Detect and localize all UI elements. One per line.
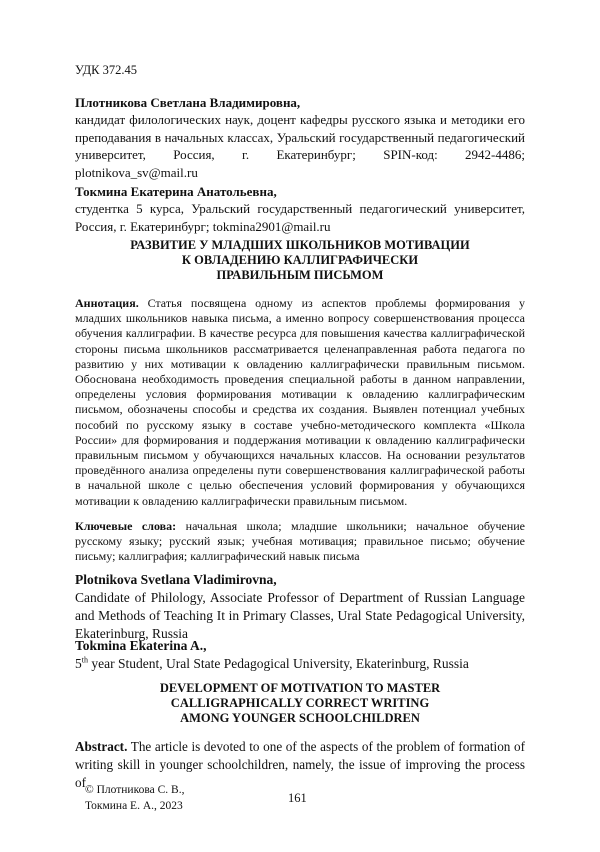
keywords-label: Ключевые слова: bbox=[75, 519, 177, 533]
affiliation-text: year Student, Ural State Pedagogical University, Ekaterinburg, Russia bbox=[87, 656, 469, 671]
author-affiliation: Candidate of Philology, Associate Professor of Department of Russian Language and Methods of Teaching It in Primary Classes, Ural State Pedagogical University, Ekaterinburg, Russia bbox=[75, 590, 525, 641]
abstract-text: Статья посвящена одному из аспектов проблемы формирования у младших школьников навыка письма, а именно вопросу совершенствования процесса обучения каллиграфии. В качестве ресурса для повышения качества каллиграфической стороны письма школьников рассматривается целенаправленная работа педагога по развитию у них мотивации к овладению каллиграфически правильным письмом. Обоснована необходимость проведения специальной работы в данном направлении, определены условия формирования мотивации к овладению каллиграфическим письмом, обозначены способы и средства их создания. Выявлен потенциал учебных пособий по русскому языку в составе учебно-методического комплекта «Школа России» для формирования и поддержания мотивации к овладению каллиграфически правильным письмом у обучающихся начальных классов. На основании результатов проведённого анализа определены пути совершенствования каллиграфической работы в начальной школе с целью обеспечения условий формирования у обучающихся мотивации к овладению каллиграфически правильным письмом. bbox=[75, 296, 525, 508]
author-2-ru bbox=[75, 183, 525, 235]
article-title-ru bbox=[75, 238, 525, 283]
author-affiliation bbox=[75, 655, 525, 673]
ordinal-suffix: th bbox=[81, 655, 88, 665]
keywords-text: начальная школа; младшие школьники; начальное обучение русскому языку; русский язык; учебная мотивация; правильное письмо; обучение письму; каллиграфия; каллиграфический навык письма bbox=[75, 519, 526, 564]
title-line: CALLIGRAPHICALLY CORRECT WRITING bbox=[170, 696, 430, 710]
title-line: ПРАВИЛЬНЫМ ПИСЬМОМ bbox=[216, 268, 384, 282]
year-number: 5 bbox=[75, 656, 82, 671]
copyright-note bbox=[85, 782, 184, 814]
article-title-en bbox=[75, 681, 525, 726]
author-1-ru bbox=[75, 94, 525, 181]
title-line: AMONG YOUNGER SCHOOLCHILDREN bbox=[180, 711, 420, 725]
abstract-label: Аннотация. bbox=[75, 296, 139, 310]
copyright-line: Токмина Е. А., 2023 bbox=[85, 800, 183, 812]
udk-code: УДК 372.45 bbox=[75, 63, 137, 77]
author-name: Plotnikova Svetlana Vladimirovna, bbox=[75, 572, 277, 587]
abstract-ru bbox=[75, 296, 525, 509]
author-name: Плотникова Светлана Владимировна, bbox=[75, 95, 301, 110]
title-line: К ОВЛАДЕНИЮ КАЛЛИГРАФИЧЕСКИ bbox=[181, 253, 419, 267]
author-2-en bbox=[75, 637, 525, 673]
author-affiliation: кандидат филологических наук, доцент кафедры русского языка и методики его преподавания в начальных классах, Уральский государственный педагогический университет, Россия, г. Екатеринбург; SPIN-код: 2942-4486; plotnikova_sv@mail.ru bbox=[75, 112, 525, 180]
author-affiliation: студентка 5 курса, Уральский государственный педагогический университет, Россия, г. Екатеринбург; tokmina2901@mail.ru bbox=[75, 201, 525, 234]
keywords-ru bbox=[75, 519, 525, 565]
title-line: РАЗВИТИЕ У МЛАДШИХ ШКОЛЬНИКОВ МОТИВАЦИИ bbox=[130, 238, 470, 252]
abstract-text: The article is devoted to one of the aspects of the problem of formation of writing skill in younger schoolchildren, namely, the issue of improving the process of bbox=[75, 739, 525, 790]
author-1-en bbox=[75, 571, 525, 643]
page-number: 161 bbox=[288, 791, 307, 805]
title-line: DEVELOPMENT OF MOTIVATION TO MASTER bbox=[159, 681, 441, 695]
author-name: Tokmina Ekaterina A., bbox=[75, 638, 207, 653]
author-name: Токмина Екатерина Анатольевна, bbox=[75, 184, 277, 199]
copyright-line: © Плотникова С. В., bbox=[85, 784, 185, 796]
abstract-label: Abstract. bbox=[75, 739, 128, 754]
